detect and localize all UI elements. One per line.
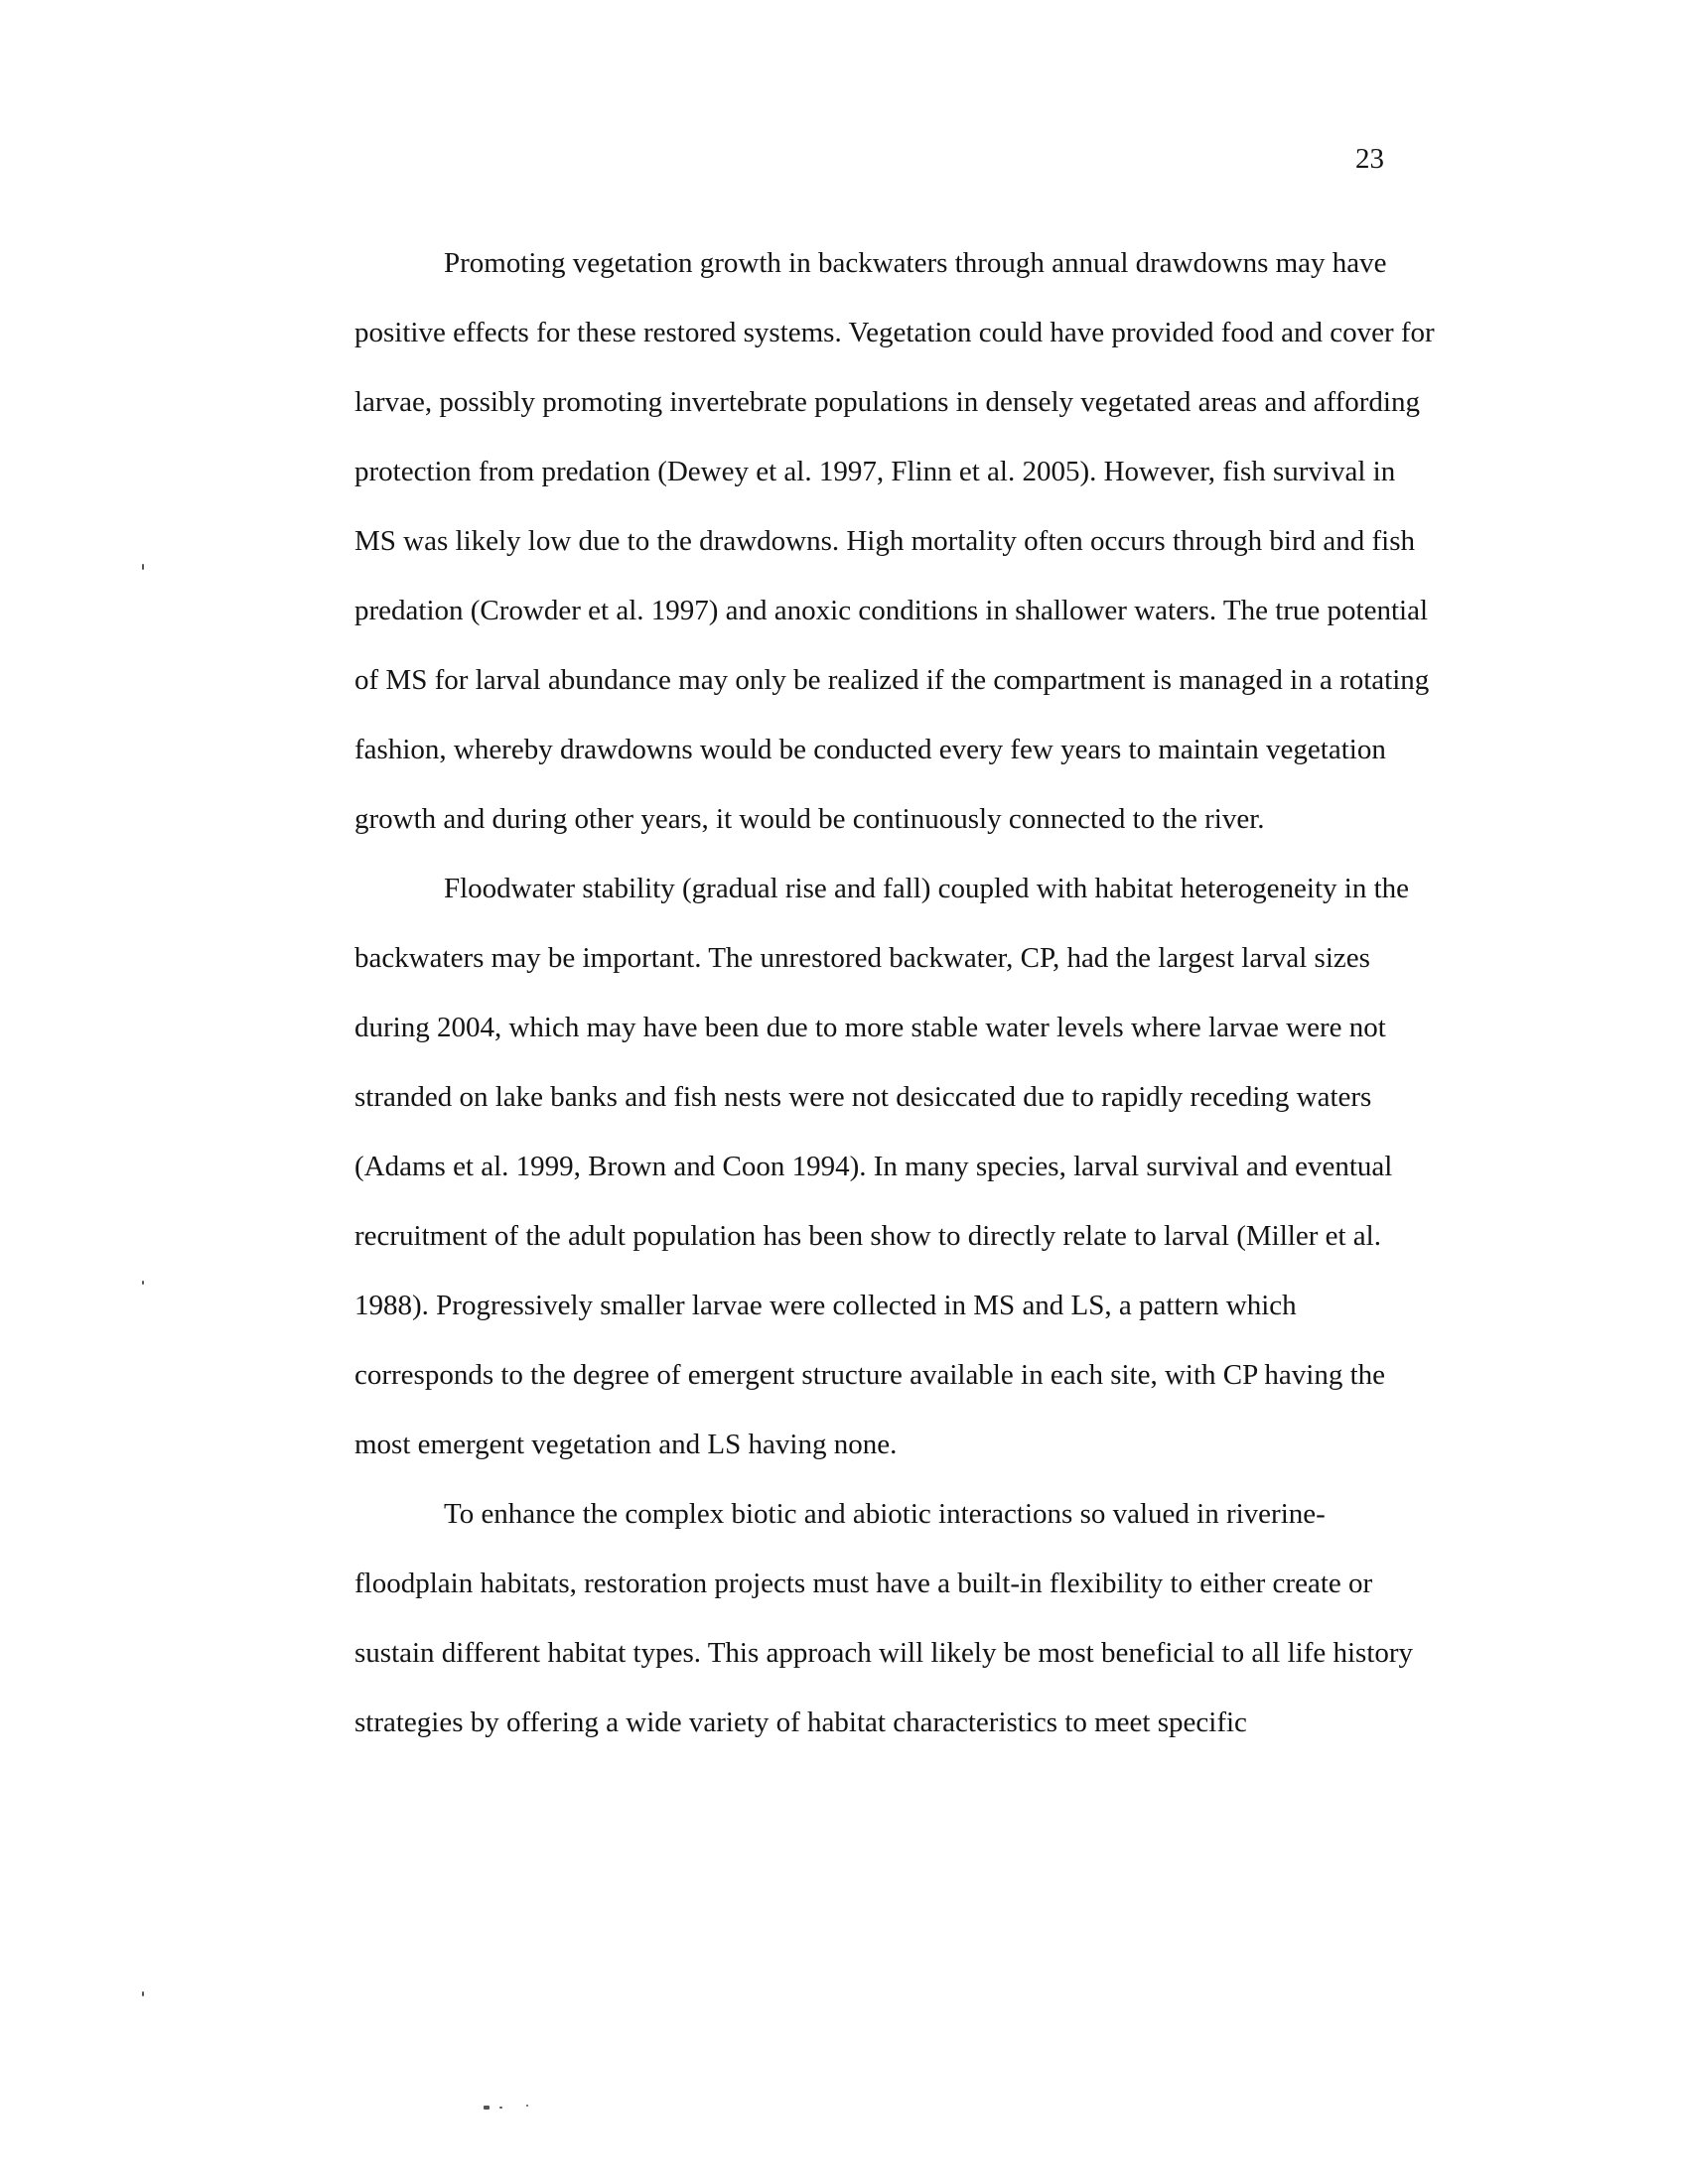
scan-speck — [142, 564, 144, 570]
scan-speck — [484, 2106, 490, 2110]
page-number: 23 — [1355, 143, 1384, 175]
paragraph-vegetation-drawdowns: Promoting vegetation growth in backwaters through annual drawdowns may have positive effects for these restored systems. Vegetation could have provided food and cover for larvae, possibly promoting invertebrate populations in densely vegetated areas and affording protection from predation (Dewey et al. 1997, Flinn et al. 2005). However, fish survival in MS was likely low due to the drawdowns. High mortality often occurs through bird and fish predation (Crowder et al. 1997) and anoxic conditions in shallower waters. The true potential of MS for larval abundance may only be realized if the compartment is managed in a rotating fashion, whereby drawdowns would be conducted every few years to maintain vegetation growth and during other years, it would be continuously connected to the river. — [354, 247, 1435, 835]
scan-speck — [142, 1991, 144, 1996]
paragraph-habitat-flexibility: To enhance the complex biotic and abiotic interactions so valued in riverine-floodplain habitats, restoration projects must have a built-in flexibility to either create or sustain different habitat types. This approach will likely be most beneficial to all life history strategies by offering a wide variety of habitat characteristics to meet specific — [354, 1498, 1414, 1738]
scan-speck — [526, 2105, 528, 2107]
body-text — [354, 228, 1435, 1757]
scan-speck — [142, 1281, 144, 1285]
paragraph-floodwater-stability: Floodwater stability (gradual rise and fall) coupled with habitat heterogeneity in the backwaters may be important. The unrestored backwater, CP, had the largest larval sizes during 2004, which may have been due to more stable water levels where larvae were not stranded on lake banks and fish nests were not desiccated due to rapidly receding waters (Adams et al. 1999, Brown and Coon 1994). In many species, larval survival and eventual recruitment of the adult population has been show to directly relate to larval (Miller et al. 1988). Progressively smaller larvae were collected in MS and LS, a pattern which corresponds to the degree of emergent structure available in each site, with CP having the most emergent vegetation and LS having none. — [354, 873, 1410, 1460]
scan-speck — [499, 2107, 502, 2109]
